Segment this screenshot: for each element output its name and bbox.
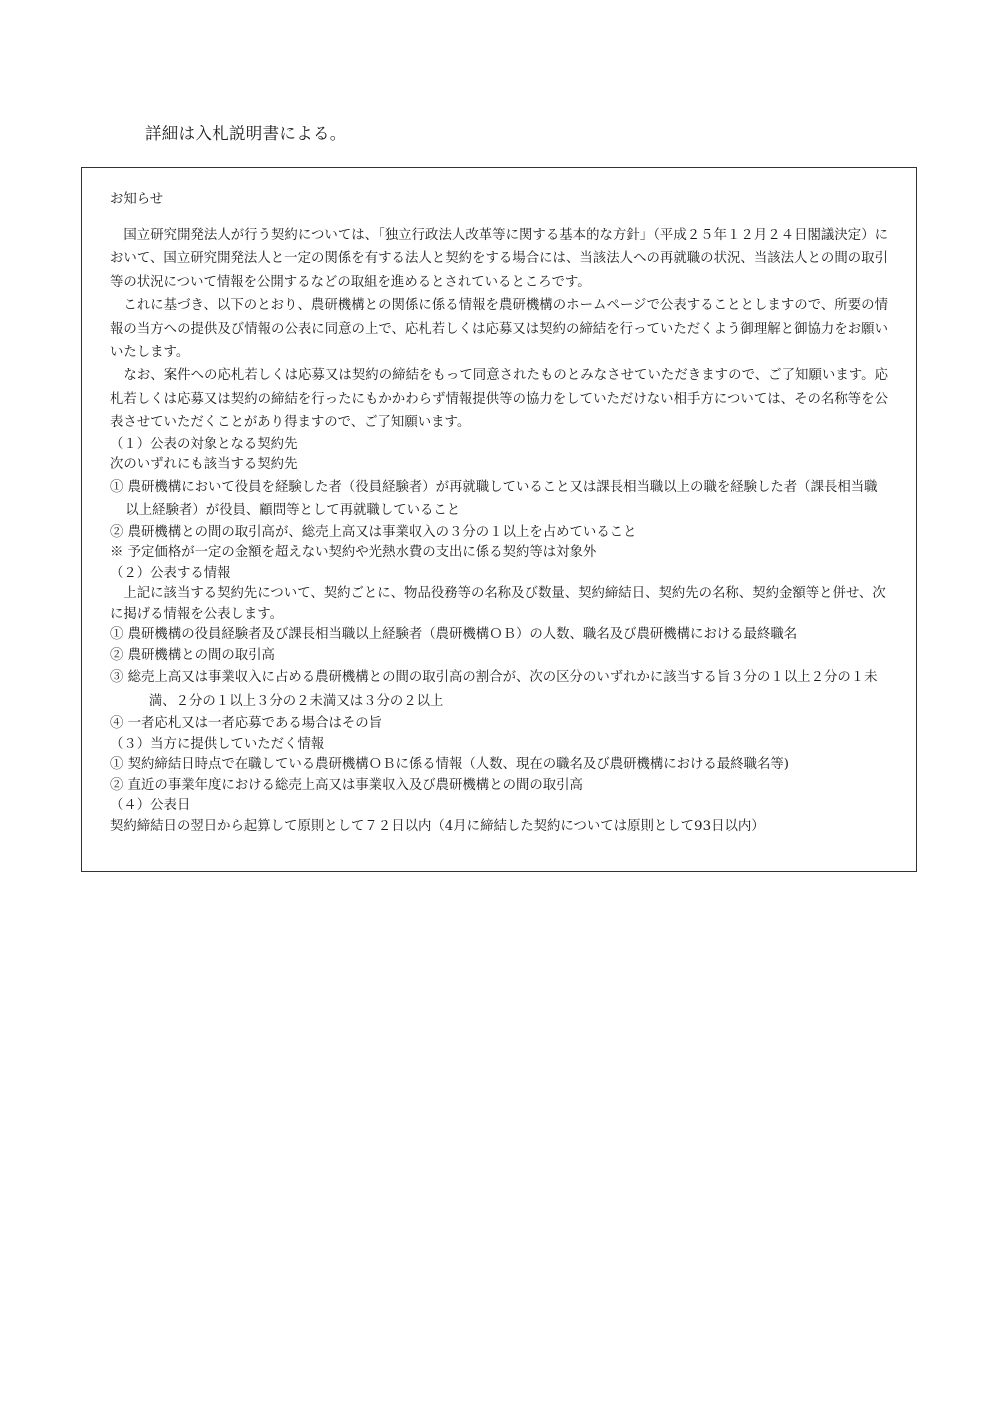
section3-item-2: ② 直近の事業年度における総売上高又は事業収入及び農研機構との間の取引高 — [110, 777, 583, 793]
section3-heading: （３）当方に提供していただく情報 — [110, 736, 325, 752]
section2-item-1: ① 農研機構の役員経験者及び課長相当職以上経験者（農研機構ＯＢ）の人数、職名及び農研機構における最終職名 — [110, 627, 798, 643]
section3-item-1: ① 契約締結日時点で在職している農研機構ＯＢに係る情報（人数、現在の職名及び農研機構における最終職名等) — [110, 757, 790, 773]
notice-paragraph-3: なお、案件への応札若しくは応募又は契約の締結をもって同意されたものとみなさせていただきますので、ご了知願います。応札若しくは応募又は契約の締結を行ったにもかかわらず情報提供等の協力をしていただけない相手方については、その名称等を公表させていただくことがあり得ますので、ご了知願います。 — [110, 368, 888, 431]
section1-lead: 次のいずれにも該当する契約先 — [110, 457, 298, 473]
notice-title: お知らせ — [110, 192, 164, 207]
section2-item-2: ② 農研機構との間の取引高 — [110, 647, 275, 663]
notice-box — [81, 167, 917, 872]
section2-lead: 上記に該当する契約先について、契約ごとに、物品役務等の名称及び数量、契約締結日、契約先の名称、契約金額等と併せ、次に掲げる情報を公表します。 — [110, 586, 886, 622]
notice-paragraph-1: 国立研究開発法人が行う契約については、「独立行政法人改革等に関する基本的な方針」（平成２５年１２月２４日閣議決定）において、国立研究開発法人と一定の関係を有する法人と契約をする場合には、当該法人への再就職の状況、当該法人との間の取引等の状況について情報を公開するなどの取組を進めるとされているところです。 — [110, 228, 888, 290]
intro-text: 詳細は入札説明書による。 — [145, 124, 347, 143]
section1-item-1: ① 農研機構において役員を経験した者（役員経験者）が再就職していること又は課長相当職以上の職を経験した者（課長相当職以上経験者）が役員、顧問等として再就職していること — [110, 479, 878, 519]
section2-item-4: ④ 一者応札又は一者応募である場合はその旨 — [110, 716, 383, 732]
section1-note: ※ 予定価格が一定の金額を超えない契約や光熱水費の支出に係る契約等は対象外 — [110, 545, 597, 561]
section2-heading: （２）公表する情報 — [110, 565, 231, 581]
section2-item-3: ③ 総売上高又は事業収入に占める農研機構との間の取引高の割合が、次の区分のいずれかに該当する旨３分の１以上２分の１未満、２分の１以上３分の２未満又は３分の２以上 — [110, 670, 878, 710]
section1-heading: （１）公表の対象となる契約先 — [110, 436, 298, 452]
section1-item-2: ② 農研機構との間の取引高が、総売上高又は事業収入の３分の１以上を占めていること — [110, 524, 637, 540]
section4-heading: （４）公表日 — [110, 798, 191, 814]
section4-text: 契約締結日の翌日から起算して原則として７２日以内（4月に締結した契約については原則として93日以内） — [110, 818, 765, 834]
notice-paragraph-2: これに基づき、以下のとおり、農研機構との関係に係る情報を農研機構のホームページで公表することとしますので、所要の情報の当方への提供及び情報の公表に同意の上で、応札若しくは応募又は契約の締結を行っていただくよう御理解と御協力をお願いいたします。 — [110, 298, 888, 361]
